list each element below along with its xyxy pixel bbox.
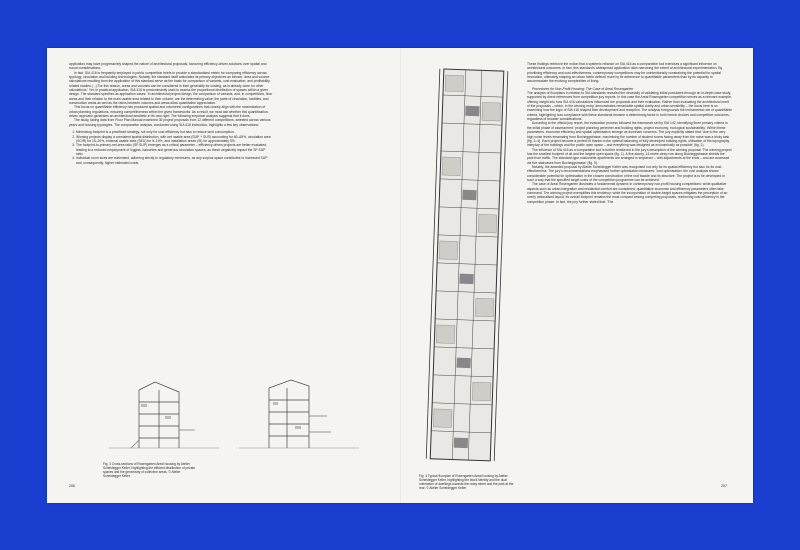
left-figure-caption: Fig. 3 Cross-sections of Rosengarten Areal housing by Atelier Scheidegger Keller, highlighting the efficient distribution of private spaces and the generosity of collective areas. © Atelier Scheidegger Keller <box>103 462 196 479</box>
cross-section-svg <box>69 360 379 460</box>
book-spread <box>47 48 753 503</box>
right-page-number: 207 <box>721 484 727 488</box>
observation-item: 1. Minimising footprint is a prioritised strategy, not only for cost efficiency but also to reduce land consumption. <box>76 130 273 134</box>
floorplan-drawing <box>419 66 519 466</box>
floorplan-svg <box>419 66 519 466</box>
right-paragraph-1: These findings reinforce the notion that a systemic reliance on SIA 416 as a comparative tool exercises a significant influence on architectural outcomes. In fact, this standard's widespread application risks narrowing the extent of architectural experimentation. By prioritising efficiency and cost-effectiveness, contemporary competitions may be unintentionally constraining the potential for spatial innovation, ultimately shaping an urban fabric defined more by its adherence to quantifiable parameters than by its capacity to accommodate the evolving complexities of living. <box>527 62 723 84</box>
book-gutter <box>400 48 401 503</box>
left-page-number: 206 <box>69 484 75 488</box>
section-paragraph-3: The influence of SIA 416 as a comparative tool is further reinforced in the jury's description of the winning proposal 'The winning project has the smallest footprint of all and the largest open space (fig. 1). A five-storey, 14-metre-deep row along Bucheggstrasse shields the park from traffic. The standard-type maisonette apartments are arranged in sequence – with adjustments at the ends – and are accessed via five staircases from Bucheggstrasse' (fig. 5). <box>527 147 732 165</box>
cross-section-drawing <box>69 360 379 460</box>
section-heading: Procedures for Non-Profit Housing: The Case of Areal Rosengarten <box>532 86 634 91</box>
observations-list <box>69 130 273 165</box>
left-page-body <box>69 62 273 382</box>
section-paragraph-5: The case of Areal Rosengarten illustrates a fundamental dynamic in contemporary non-profit housing competitions: while qualitative aspects such as urban integration and residential comfort are considered, quantitative economic and efficiency parameters often take command. The winning project exemplifies this tendency: while the incorporation of double-height spaces mitigates the perception of an overly rationalised layout, its overall footprint remains the most compact among competing proposals, reinforcing cost-efficiency in the competition phase. In fact, the jury further stated that: 'The <box>527 182 728 204</box>
left-paragraph-1: application may have progressively shaped the nature of architectural proposals, favouring efficiency-driven solutions over spatial and social considerations. <box>69 62 267 71</box>
observation-item: 2. Winning projects display a consistent spatial distribution, with net usable area (SUP + SUS) accounting for 60–65%, circulation area (SCIR) for 15–20%, external usable area (SEU) for 5–15%, and installation areas (SI) for approximately 5%. <box>76 135 273 144</box>
section-paragraph-4: Notably, the awarded proposal by Atelier Scheidegger Keller was recognised not only for its spatial efficiency but also for its cost-effectiveness. The jury's recommendations emphasised further optimisation measures: 'cost optimisation: the cost analysis shows considerable potential for optimisation in the chosen construction of the roof facade and its structure. The project is to be developed in such a way that the specified target costs of the competition programme can be achieved.' <box>527 164 725 182</box>
right-page-body <box>527 62 732 492</box>
left-paragraph-3: This focus on quantifiable efficiency has produced spatial and volumetric configurations that closely align with the maximisation of urban planning regulations, ensuring competitiveness within the given frameworks. As a result, we must ask whether this quantification-driven approach generates an architectural aesthetic in its own right. The following empirical analysis suggests that it does. <box>69 105 269 119</box>
left-paragraph-2: In fact, SIA 416 is frequently employed in public competition briefs to provide a standardised metric for comparing efficiency across typology, circulation and building technologies. Notably, the standard itself articulates its primary objectives as follows: 'area and volume calculations resulting from the application of this standard serve as the basis for comparison of variants, cost evaluation, and profitability-related studies (...) For this reason, areas and volumes can be considered in their generality for costing, as is already done for other calculations.' Yet, in practical application, SIA 416 is predominantly used to assess the proportional distribution of spaces within a given design. The standard specifies as application cases: 'in architectural project design, the comparison of variants, and, in competitions, floor areas and their relation to the main usable area related to their volume, are the determining value; the parts of circulation, facilities, and construction areas as well as the ratios between volumes and areas allow quantitative appreciation.' <box>69 70 273 106</box>
left-paragraph-4: The study, taking data from Floor Plan Manual examined 30 project proposals from 12 different competitions, selected across various years and housing typologies. The comparative analysis, conducted using SIA 416 instruction, highlights a few key observations: <box>69 118 271 127</box>
observation-item: 3. The footprint-to-primary-net-area ratio (SF:SUP) emerges as a critical parameter – efficiency-driven projects are better evaluated, leading to a reduced employment of loggias, balconies and generous circulation spaces, as these negatively impact the SF:SUP ratio. <box>76 143 273 156</box>
observation-item: 4. Individual room sizes are minimised, adhering strictly to regulatory minimums, as any surplus space contributes to increased SUP and, consequently, higher estimated costs. <box>76 156 273 165</box>
section-paragraph-2: According to the official jury report, the evaluation process followed the framework set by SIA 142, identifying three primary criteria in the initial phase of assessment: 'project planning perimeter and building rights, project economy, ecological sustainability.' Within these parameters, economic efficiency and spatial optimisation emerge as dominant concerns. The jury explicitly stated that: 'due to the very high noise levels emanating from Bucheggstrasse, maximising the number of student rooms facing away from the noise was a tricky task (fig. 3–4). Each project became a perfect fit thanks to the optimal balancing of fully developed building rights, utilisation of the topography, interplay of the buildings and the public open space – and everything was designed as economically as possible' (fig. 2). <box>527 121 730 148</box>
section-paragraph-1: The analysis of floorplans in relation to SIA standards revealed the necessity of validating initial postulates through an in-depth case study, supported by direct references from competition jury reports. In this case the Areal Rosengarten competition serves as a relevant example, offering insight into how SIA 416 calculations influenced the proposals and their evaluation. Rather than evaluating the architectural merit of the proposals – which, in the winning entry, demonstrates remarkable spatial clarity and urban sensibility – the focus here is on examining how the logic of SIA 416 shaped their development and reception. The analysis foregrounds the instrumental role of quantifiable criteria, highlighting how compliance with these standards became a determining factor in both formal choices and competitive outcomes, regardless of broader considerations. <box>527 91 732 122</box>
right-figure-caption: Fig. 4 Typical floorplan of Rosengarten Areal housing by Atelier Scheidegger Keller, highlighting the block identity and the dual orientation of dwellings towards the noisy street and the park at the rear. © Atelier Scheidegger Keller <box>419 474 514 491</box>
